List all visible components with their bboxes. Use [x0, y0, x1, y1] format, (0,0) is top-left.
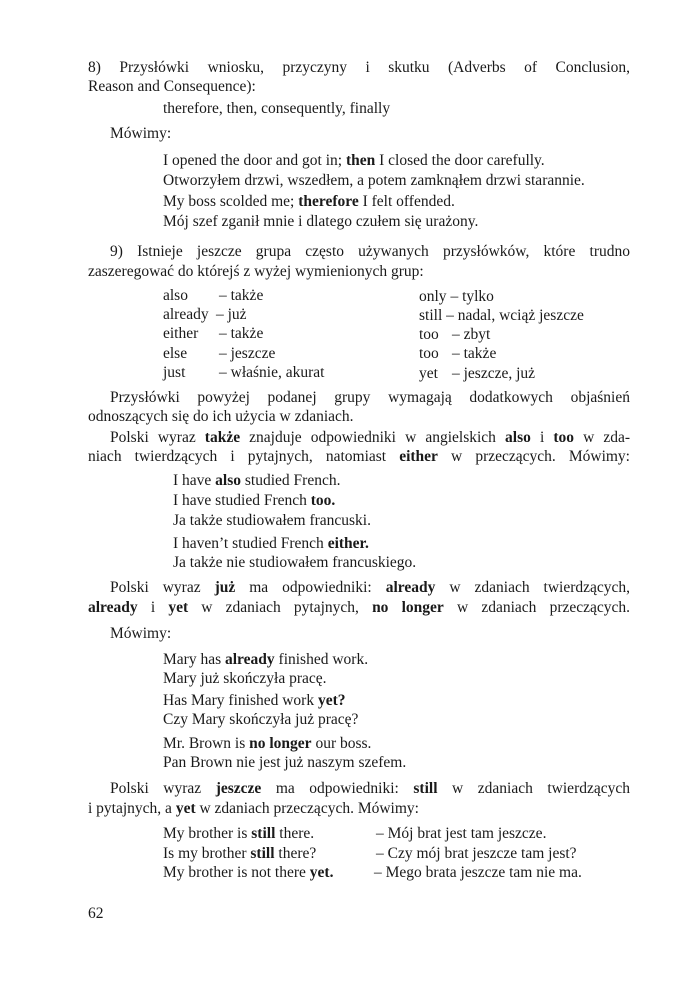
takze-example1: I have also studied French. [173, 472, 341, 489]
juz-example2-pl: Czy Mary skończyła już pracę? [163, 711, 359, 728]
section8-example1-en: I opened the door and got in; then I closed the door carefully. [163, 152, 545, 169]
section9-note-line2: odnoszących się do ich użycia w zdaniach. [88, 408, 354, 425]
table-row: still – nadal, wciąż jeszcze [419, 307, 584, 324]
table-row: also [163, 287, 188, 304]
juz-example3-pl: Pan Brown nie jest już naszym szefem. [163, 754, 407, 771]
section8-example1-pl: Otworzyłem drzwi, wszedłem, a potem zamknąłem drzwi starannie. [163, 172, 585, 189]
table-row: yet [419, 365, 438, 382]
table-row-translation: – także [219, 325, 264, 342]
section9-note-line1: Przysłówki powyżej podanej grupy wymagają dodatkowych objaśnień [110, 389, 630, 406]
jeszcze-paragraph-line2: i pytajnych, a yet w zdaniach przeczących. Mówimy: [88, 800, 419, 817]
juz-example3-en: Mr. Brown is no longer our boss. [163, 735, 372, 752]
table-row-translation: – Mego brata jeszcze tam nie ma. [374, 864, 582, 881]
table-row-translation: – także [452, 345, 497, 362]
table-row-translation: – także [219, 287, 264, 304]
section8-heading-line2: Reason and Consequence): [88, 78, 256, 95]
table-row: either [163, 325, 199, 342]
table-row: Is my brother still there? [163, 845, 317, 862]
table-row: My brother is not there yet. [163, 864, 334, 881]
section8-adverb-list: therefore, then, consequently, finally [163, 100, 391, 117]
takze-example2: I have studied French too. [173, 492, 336, 509]
takze-example3: Ja także studiowałem francuski. [173, 512, 371, 529]
table-row: only – tylko [419, 288, 494, 305]
table-row-translation: – zbyt [452, 326, 491, 343]
juz-paragraph-line1: Polski wyraz już ma odpowiedniki: already w zdaniach twierdzących, [110, 579, 631, 596]
table-row-translation: – już [216, 306, 247, 323]
table-row: My brother is still there. [163, 825, 315, 842]
juz-mowimy: Mówimy: [110, 625, 172, 642]
juz-example1-pl: Mary już skończyła pracę. [163, 670, 327, 687]
table-row: just [163, 364, 186, 381]
juz-example1-en: Mary has already finished work. [163, 651, 369, 668]
table-row-translation: – jeszcze [219, 345, 276, 362]
section8-mowimy: Mówimy: [110, 125, 172, 142]
jeszcze-paragraph-line1: Polski wyraz jeszcze ma odpowiedniki: still w zdaniach twierdzących [110, 780, 630, 797]
page-number: 62 [88, 905, 104, 922]
table-row: else [163, 345, 188, 362]
table-row-translation: – Mój brat jest tam jeszcze. [376, 825, 547, 842]
table-row-translation: – jeszcze, już [452, 365, 536, 382]
table-row: too [419, 345, 439, 362]
table-row: already [163, 306, 209, 323]
table-row-translation: – Czy mój brat jeszcze tam jest? [376, 845, 577, 862]
takze-example5: Ja także nie studiowałem francuskiego. [173, 554, 417, 571]
juz-paragraph-line2: already i yet w zdaniach pytajnych, no longer w zdaniach przeczących. [88, 599, 631, 616]
section8-example2-pl: Mój szef zganił mnie i dlatego czułem się urażony. [163, 213, 479, 230]
section9-intro-line1: 9) Istnieje jeszcze grupa często używanych przysłówków, które trudno [110, 243, 630, 260]
table-row-translation: – właśnie, akurat [219, 364, 325, 381]
takze-paragraph-line2: niach twierdzących i pytajnych, natomiast either w przeczących. Mówimy: [88, 448, 630, 465]
takze-paragraph-line1: Polski wyraz także znajduje odpowiedniki w angielskich also i too w zda- [110, 429, 631, 446]
table-row: too [419, 326, 439, 343]
takze-example4: I haven’t studied French either. [173, 535, 369, 552]
section9-intro-line2: zaszeregować do którejś z wyżej wymienionych grup: [88, 263, 424, 280]
section8-example2-en: My boss scolded me; therefore I felt offended. [163, 193, 455, 210]
section8-heading-line1: 8) Przysłówki wniosku, przyczyny i skutku (Adverbs of Conclusion, [88, 59, 630, 76]
juz-example2-en: Has Mary finished work yet? [163, 692, 346, 709]
